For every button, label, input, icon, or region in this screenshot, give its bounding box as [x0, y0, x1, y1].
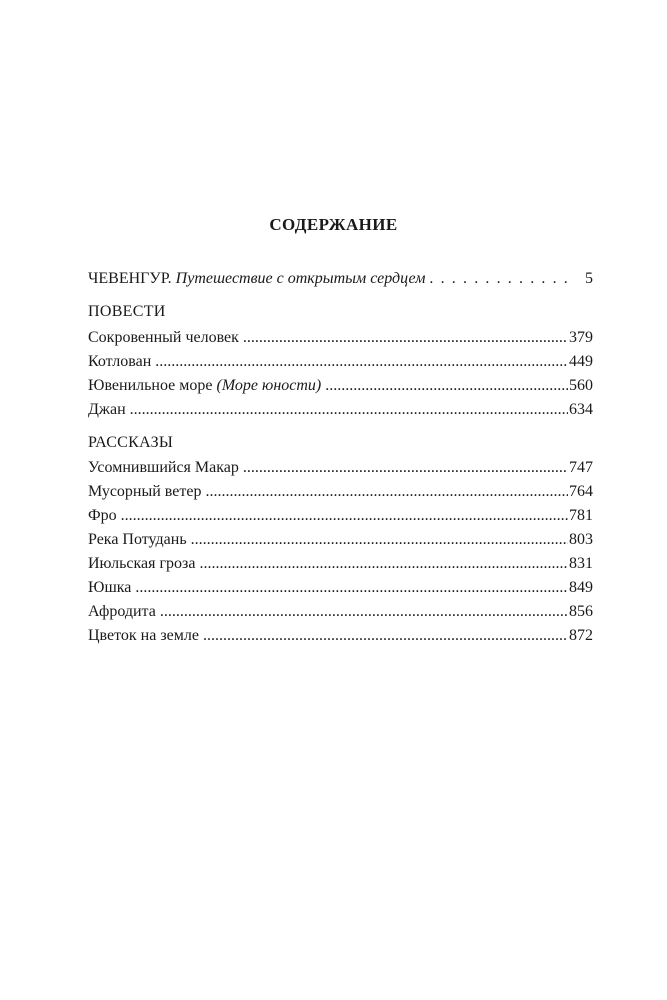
dot-leader [130, 398, 568, 422]
toc-entry[interactable] [88, 624, 593, 648]
toc-entry-label: ЧЕВЕНГУР. Путешествие с открытым сердцем [88, 270, 426, 287]
toc-entry-chevengur[interactable] [88, 267, 593, 291]
dot-leader [243, 326, 568, 350]
dot-leader [199, 552, 568, 576]
dot-leader [429, 267, 570, 291]
toc-entry-page: 803 [569, 531, 593, 548]
section-heading-povesti: ПОВЕСТИ [88, 303, 166, 320]
toc-entry[interactable] [88, 504, 593, 528]
dot-leader [121, 504, 568, 528]
toc-entry-page: 449 [569, 353, 593, 370]
toc-entry[interactable] [88, 374, 593, 398]
toc-entry-label: Ювенильное море (Море юности) [88, 377, 322, 394]
dot-leader [155, 350, 568, 374]
toc-entry-label: Фро [88, 507, 117, 524]
dot-leader [203, 624, 568, 648]
toc-entry-label: Джан [88, 401, 126, 418]
dot-leader [160, 600, 568, 624]
section-heading-rasskazy: РАССКАЗЫ [88, 434, 174, 451]
toc-entry-page: 856 [569, 603, 593, 620]
dot-leader [325, 374, 568, 398]
toc-entry-label: Афродита [88, 603, 156, 620]
toc-entry-label: Река Потудань [88, 531, 187, 548]
dot-leader [135, 576, 568, 600]
toc-entry[interactable] [88, 398, 593, 422]
toc-entry[interactable] [88, 456, 593, 480]
toc-entry[interactable] [88, 480, 593, 504]
toc-entry[interactable] [88, 600, 593, 624]
toc-entry-page: 560 [569, 377, 593, 394]
toc-entry-label: Усомнившийся Макар [88, 459, 239, 476]
toc-entry[interactable] [88, 528, 593, 552]
toc-entry[interactable] [88, 552, 593, 576]
toc-entry-page: 849 [569, 579, 593, 596]
toc-entry-page: 379 [569, 329, 593, 346]
toc-entry-page: 5 [585, 270, 593, 287]
toc-entry[interactable] [88, 326, 593, 350]
toc-entry-page: 747 [569, 459, 593, 476]
dot-leader [205, 480, 568, 504]
toc-entry-page: 764 [569, 483, 593, 500]
toc-entry-label: Котлован [88, 353, 152, 370]
toc-entry[interactable] [88, 350, 593, 374]
toc-entry-label: Цветок на земле [88, 627, 199, 644]
toc-entry-label: Сокровенный человек [88, 329, 239, 346]
toc-entry-label: Июльская гроза [88, 555, 196, 572]
toc-entry-page: 781 [569, 507, 593, 524]
toc-entry-label: Мусорный ветер [88, 483, 202, 500]
dot-leader [243, 456, 568, 480]
toc-entry-page: 831 [569, 555, 593, 572]
dot-leader [191, 528, 568, 552]
page-title: СОДЕРЖАНИЕ [269, 215, 398, 234]
toc-entry-page: 872 [569, 627, 593, 644]
toc-entry-label: Юшка [88, 579, 132, 596]
toc-entry-page: 634 [569, 401, 593, 418]
toc-entry[interactable] [88, 576, 593, 600]
